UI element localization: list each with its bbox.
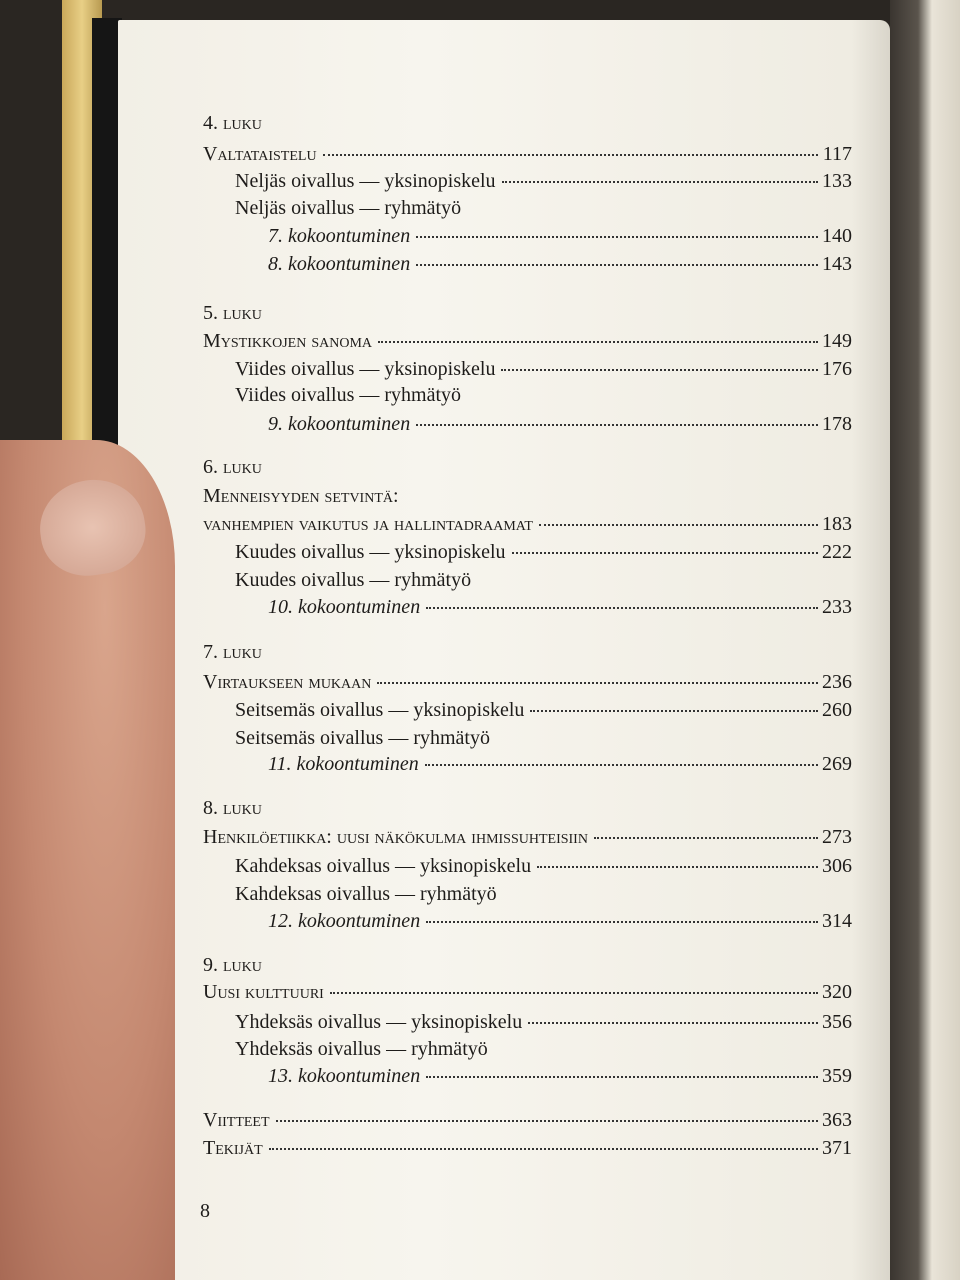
toc-entry-label: Uusi kulttuuri <box>203 981 324 1003</box>
chapter-heading: 8. luku <box>203 797 262 819</box>
toc-entry <box>268 1064 852 1088</box>
toc-page-number: 178 <box>822 413 852 435</box>
toc-entry <box>268 752 852 776</box>
dot-leader <box>416 424 818 426</box>
toc-page-number: 143 <box>822 253 852 275</box>
toc-page-number: 359 <box>822 1065 852 1087</box>
chapter-heading: 6. luku <box>203 456 262 478</box>
chapter-heading: 4. luku <box>203 112 262 134</box>
toc-page-number: 149 <box>822 330 852 352</box>
toc-entry <box>268 252 852 276</box>
dot-leader <box>426 1076 818 1078</box>
toc-entry-label: Valtataistelu <box>203 143 317 165</box>
toc-entry <box>268 909 852 933</box>
toc-entry <box>235 1037 490 1061</box>
toc-entry <box>235 1010 852 1034</box>
toc-entry <box>235 726 492 750</box>
dot-leader <box>502 181 818 183</box>
page-number: 8 <box>200 1200 210 1222</box>
toc-page-number: 233 <box>822 596 852 618</box>
dot-leader <box>269 1148 818 1150</box>
toc-entry <box>203 980 852 1004</box>
dot-leader <box>276 1120 818 1122</box>
toc-entry-label: Kuudes oivallus — yksinopiskelu <box>235 541 506 563</box>
toc-entry <box>235 698 852 722</box>
toc-page-number: 306 <box>822 855 852 877</box>
dot-leader <box>377 682 818 684</box>
toc-entry-label: 11. kokoontuminen <box>268 753 419 775</box>
toc-entry <box>203 512 852 536</box>
toc-entry-label: Seitsemäs oivallus — yksinopiskelu <box>235 699 525 721</box>
toc-entry <box>235 357 852 381</box>
toc-entry-label: Menneisyyden setvintä: <box>203 485 399 507</box>
toc-entry-label: Viitteet <box>203 1109 270 1131</box>
dot-leader <box>416 236 818 238</box>
toc-entry-label: Kuudes oivallus — ryhmätyö <box>235 569 472 591</box>
toc-entry-label: Neljäs oivallus — ryhmätyö <box>235 197 462 219</box>
toc-entry <box>268 412 852 436</box>
toc-entry-label: Neljäs oivallus — yksinopiskelu <box>235 170 496 192</box>
toc-entry-label: Seitsemäs oivallus — ryhmätyö <box>235 727 490 749</box>
toc-entry-label: Yhdeksäs oivallus — ryhmätyö <box>235 1038 488 1060</box>
toc-entry <box>203 1136 852 1160</box>
toc-page-number: 273 <box>822 826 852 848</box>
toc-entry-label: Viides oivallus — yksinopiskelu <box>235 358 496 380</box>
toc-entry-label: Tekijät <box>203 1137 263 1159</box>
dot-leader <box>330 992 818 994</box>
dot-leader <box>426 921 818 923</box>
toc-page-number: 356 <box>822 1011 852 1033</box>
toc-page-number: 314 <box>822 910 852 932</box>
toc-page-number: 260 <box>822 699 852 721</box>
facing-page <box>890 0 960 1280</box>
toc-entry-label: Kahdeksas oivallus — yksinopiskelu <box>235 855 532 877</box>
toc-entry <box>203 825 852 849</box>
dot-leader <box>528 1022 818 1024</box>
toc-entry <box>235 383 463 407</box>
toc-entry-label: 12. kokoontuminen <box>268 910 421 932</box>
toc-entry-label: Yhdeksäs oivallus — yksinopiskelu <box>235 1011 523 1033</box>
toc-page-number: 371 <box>822 1137 852 1159</box>
toc-entry-label: 8. kokoontuminen <box>268 253 411 275</box>
toc-entry <box>235 540 852 564</box>
toc-page-number: 183 <box>822 513 852 535</box>
toc-entry <box>203 142 852 166</box>
toc-page-number: 222 <box>822 541 852 563</box>
dot-leader <box>537 866 818 868</box>
toc-entry-label: 7. kokoontuminen <box>268 225 411 247</box>
toc-entry <box>203 1108 852 1132</box>
toc-page-number: 133 <box>822 170 852 192</box>
dot-leader <box>378 341 818 343</box>
toc-entry <box>235 169 852 193</box>
chapter-heading: 9. luku <box>203 954 262 976</box>
dot-leader <box>594 837 818 839</box>
toc-page-number: 176 <box>822 358 852 380</box>
dot-leader <box>425 764 818 766</box>
toc-entry <box>235 568 473 592</box>
toc-entry-label: 13. kokoontuminen <box>268 1065 421 1087</box>
toc-entry <box>235 196 463 220</box>
toc-entry-label: Viides oivallus — ryhmätyö <box>235 384 461 406</box>
toc-entry-label: Henkilöetiikka: uusi näkökulma ihmissuhteisiin <box>203 826 588 848</box>
dot-leader <box>323 154 818 156</box>
toc-page-number: 269 <box>822 753 852 775</box>
toc-page-number: 363 <box>822 1109 852 1131</box>
toc-page-number: 117 <box>822 143 852 165</box>
toc-entry <box>235 882 499 906</box>
toc-entry <box>203 670 852 694</box>
dot-leader <box>426 607 818 609</box>
toc-entry-label: Kahdeksas oivallus — ryhmätyö <box>235 883 497 905</box>
toc-entry-label: vanhempien vaikutus ja hallintadraamat <box>203 513 533 535</box>
toc-entry-label: 10. kokoontuminen <box>268 596 421 618</box>
toc-entry <box>268 595 852 619</box>
chapter-heading: 5. luku <box>203 302 262 324</box>
toc-entry-label: Virtaukseen mukaan <box>203 671 372 693</box>
chapter-heading: 7. luku <box>203 641 262 663</box>
toc-page-number: 320 <box>822 981 852 1003</box>
toc-entry <box>235 854 852 878</box>
toc-page-number: 236 <box>822 671 852 693</box>
toc-entry <box>203 484 401 508</box>
dot-leader <box>501 369 818 371</box>
toc-page-number: 140 <box>822 225 852 247</box>
toc-entry-label: 9. kokoontuminen <box>268 413 411 435</box>
toc-entry-label: Mystikkojen sanoma <box>203 330 373 352</box>
dot-leader <box>416 264 818 266</box>
dot-leader <box>512 552 818 554</box>
dot-leader <box>539 524 818 526</box>
toc-entry <box>203 329 852 353</box>
toc-entry <box>268 224 852 248</box>
dot-leader <box>530 710 818 712</box>
